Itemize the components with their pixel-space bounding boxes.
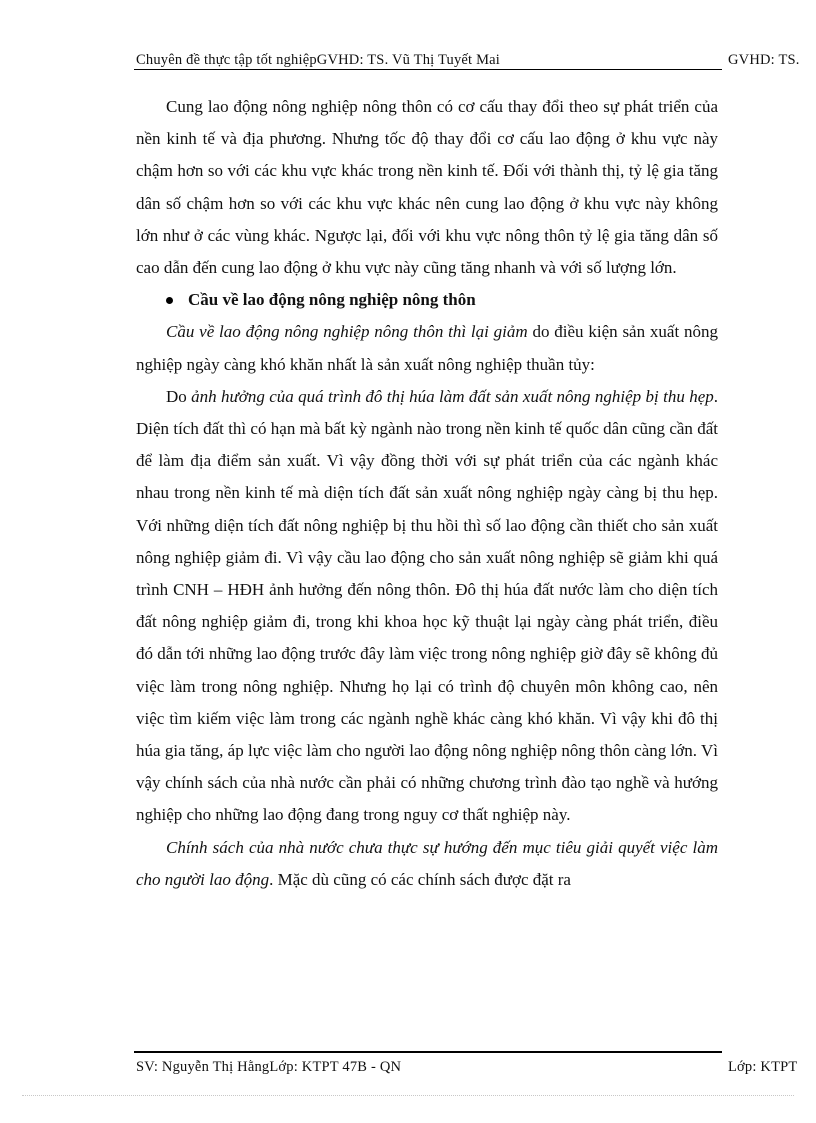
labor-demand-italic: Cầu về lao động nông nghiệp nông thôn thì lại giảm bbox=[166, 322, 528, 342]
policy-italic: Chính sách của nhà nước chưa thực sự hướng đến mục tiêu giải quyết việc làm cho người lao động bbox=[136, 837, 718, 889]
paragraph-labor-supply: Cung lao động nông nghiệp nông thôn có cơ cấu thay đổi theo sự phát triển của nền kinh tế và địa phương. Nhưng tốc độ thay đổi cơ cấu lao động ở khu vực này chậm hơn so với các khu vực khác trong nền kinh tế. Đối với thành thị, tỷ lệ gia tăng dân số chậm hơn so với các khu vực khác nên cung lao động ở khu vực này không lớn như ở các vùng khác. Ngược lại, đối với khu vực nông thôn tỷ lệ gia tăng dân số cao dẫn đến cung lao động ở khu vực này cũng tăng nhanh và với số lượng lớn. bbox=[136, 97, 718, 278]
urbanization-lead: Do bbox=[166, 386, 192, 406]
page-break-line bbox=[22, 1095, 794, 1096]
paragraph-urbanization bbox=[136, 381, 718, 832]
policy-rest: . Mặc dù cũng có các chính sách được đặt ra bbox=[269, 869, 571, 889]
bullet-heading bbox=[136, 284, 718, 316]
footer-student: SV: Nguyễn Thị HằngLớp: KTPT 47B - QN bbox=[136, 1059, 402, 1075]
document-body bbox=[136, 91, 718, 896]
header-title: Chuyên đề thực tập tốt nghiệpGVHD: TS. Vũ Thị Tuyết Mai bbox=[136, 52, 501, 68]
header-advisor-overflow: GVHD: TS. bbox=[728, 52, 800, 68]
footer-rule bbox=[134, 1051, 722, 1053]
urbanization-rest: . Diện tích đất thì có hạn mà bất kỳ ngành nào trong nền kinh tế quốc dân cũng cần đất để làm địa điểm sản xuất. Vì vậy đồng thời với sự phát triển của các ngành khác nhau trong nền kinh tế mà diện tích đất sản xuất nông nghiệp ngày càng bị thu hẹp. Với những diện tích đất nông nghiệp bị thu hồi thì số lao động cần thiết cho sản xuất nông nghiệp giảm đi. Vì vậy cầu lao động cho sản xuất nông nghiệp sẽ giảm khi quá trình CNH – HĐH ảnh hưởng đến nông thôn. Đô thị húa đất nước làm cho diện tích đất nông nghiệp giảm đi, trong khi khoa học kỹ thuật lại ngày càng phát triển, điều đó dẫn tới những lao động trước đây làm việc trong nông nghiệp giờ đây sẽ không đủ việc làm trong nông nghiệp. Nhưng họ lại có trình độ chuyên môn không cao, nên việc tìm kiếm việc làm trong các ngành nghề khác càng khó khăn. Vì vậy khi đô thị húa gia tăng, áp lực việc làm cho người lao động nông nghiệp nông thôn càng lớn. Vì vậy chính sách của nhà nước cần phải có những chương trình đào tạo nghề và hướng nghiệp cho những lao động đang trong nguy cơ thất nghiệp này. bbox=[136, 386, 718, 825]
paragraph-labor-demand bbox=[136, 316, 718, 380]
bullet-heading-text: Cầu về lao động nông nghiệp nông thôn bbox=[188, 290, 476, 310]
labor-demand-rest: do điều kiện sản xuất nông nghiệp ngày càng khó khăn nhất là sản xuất nông nghiệp thuần tủy: bbox=[136, 322, 718, 374]
urbanization-italic: ảnh hưởng của quá trình đô thị húa làm đất sản xuất nông nghiệp bị thu hẹp bbox=[191, 386, 714, 406]
header-rule bbox=[134, 69, 722, 70]
footer-class-overflow: Lớp: KTPT bbox=[728, 1059, 798, 1075]
bullet-icon bbox=[166, 297, 173, 304]
paragraph-policy bbox=[136, 832, 718, 896]
